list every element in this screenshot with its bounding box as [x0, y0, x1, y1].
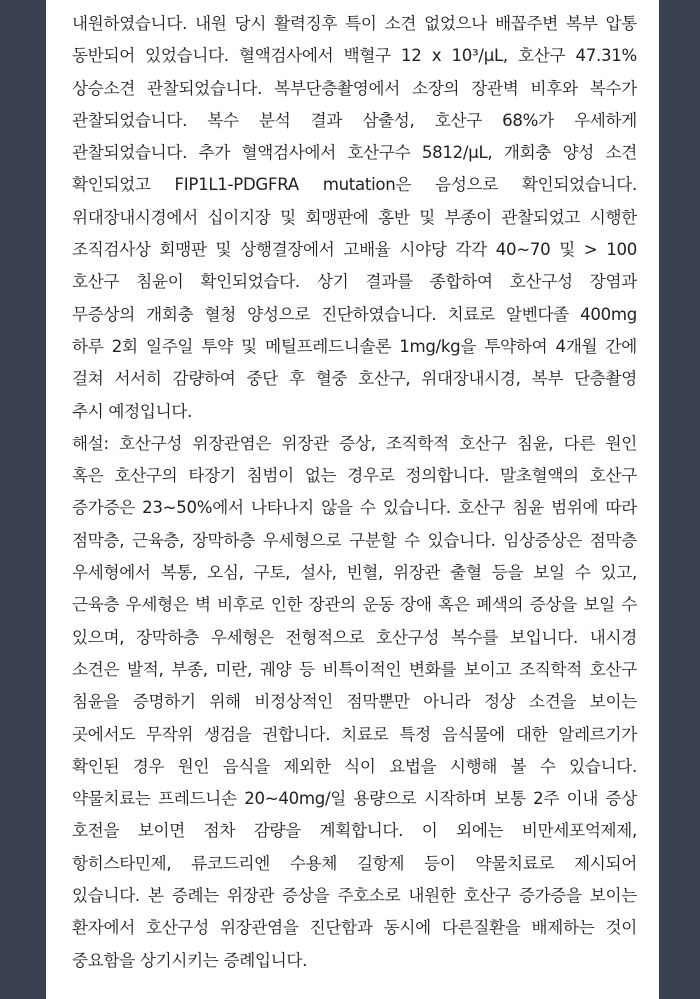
text-line: 침윤을 증명하기 위해 비정상적인 점막뿐만 아니라 정상 소견을 보이는	[72, 692, 637, 712]
text-line: 내원하였습니다. 내원 당시 활력징후 특이 소견 없었으나 배꼽주변 복부 압통	[72, 14, 637, 33]
text-line: 환자에서 호산구성 위장관염을 진단함과 동시에 다른질환을 배제하는 것이	[72, 918, 637, 938]
text-line: 우세형에서 복통, 오심, 구토, 설사, 빈혈, 위장관 출혈 등을 보일 수 있고,	[72, 563, 637, 583]
text-line: 점막층, 근육층, 장막하층 우세형으로 구분할 수 있습니다. 임상증상은 점막층	[72, 530, 637, 550]
text-line: 관찰되었습니다. 추가 혈액검사에서 호산구수 5812/μL, 개회충 양성 소견	[72, 143, 637, 163]
text-line: 위대장내시경에서 십이지장 및 회맹판에 홍반 및 부종이 관찰되었고 시행한	[72, 207, 637, 227]
text-line: 항히스타민제, 류코드리엔 수용체 길항제 등이 약물치료로 제시되어	[72, 853, 637, 873]
text-line: 동반되어 있었습니다. 혈액검사에서 백혈구 12 x 10³/μL, 호산구 47.31%	[72, 46, 637, 66]
text-line: 곳에서도 무작위 생검을 권합니다. 치료로 특정 음식물에 대한 알레르기가	[72, 724, 637, 744]
text-line: 있으며, 장막하층 우세형은 전형적으로 호산구성 복수를 보입니다. 내시경	[72, 627, 637, 647]
text-line: 걸쳐 서서히 감량하여 중단 후 혈중 호산구, 위대장내시경, 복부 단층촬영	[72, 369, 637, 389]
text-line: 있습니다. 본 증례는 위장관 증상을 주호소로 내원한 호산구 증가증을 보이는	[72, 886, 637, 906]
text-line: 하루 2회 일주일 투약 및 메틸프레드니솔론 1mg/kg을 투약하여 4개월 간에	[72, 336, 637, 356]
text-line: 상승소견 관찰되었습니다. 복부단층촬영에서 소장의 장관벽 비후와 복수가	[72, 78, 637, 98]
text-line: 호전을 보이면 점차 감량을 계획합니다. 이 외에는 비만세포억제제,	[72, 821, 637, 841]
text-line: 증가증은 23~50%에서 나타나지 않을 수 있습니다. 호산구 침윤 범위에 따라	[72, 498, 637, 518]
text-line: 해설: 호산구성 위장관염은 위장관 증상, 조직학적 호산구 침윤, 다른 원인	[72, 433, 637, 453]
text-line: 조직검사상 회맹판 및 상행결장에서 고배율 시야당 각각 40~70 및 > 100	[72, 240, 637, 260]
text-line: 무증상의 개회충 혈청 양성으로 진단하였습니다. 치료로 알벤다졸 400mg	[72, 304, 637, 324]
text-line: 확인되었고 FIP1L1-PDGFRA mutation은 음성으로 확인되었습니다.	[72, 175, 637, 195]
text-line: 호산구 침윤이 확인되었습다. 상기 결과를 종합하여 호산구성 장염과	[72, 272, 637, 292]
text-line: 중요함을 상기시키는 증례입니다.	[72, 950, 308, 970]
text-line: 추시 예정입니다.	[72, 401, 193, 421]
text-line: 관찰되었습니다. 복수 분석 결과 삼출성, 호산구 68%가 우세하게	[72, 110, 637, 130]
document-page	[46, 0, 659, 999]
case-report-text	[72, 8, 637, 977]
text-line: 혹은 호산구의 타장기 침범이 없는 경우로 정의합니다. 말초혈액의 호산구	[72, 466, 637, 486]
text-line: 확인된 경우 원인 음식을 제외한 식이 요법을 시행해 볼 수 있습니다.	[72, 756, 637, 776]
text-line: 소견은 발적, 부종, 미란, 궤양 등 비특이적인 변화를 보이고 조직학적 호산구	[72, 659, 637, 679]
text-line: 약물치료는 프레드니손 20~40mg/일 용량으로 시작하며 보통 2주 이내 증상	[72, 789, 637, 809]
text-line: 근육층 우세형은 벽 비후로 인한 장관의 운동 장애 혹은 폐색의 증상을 보일 수	[72, 595, 637, 615]
